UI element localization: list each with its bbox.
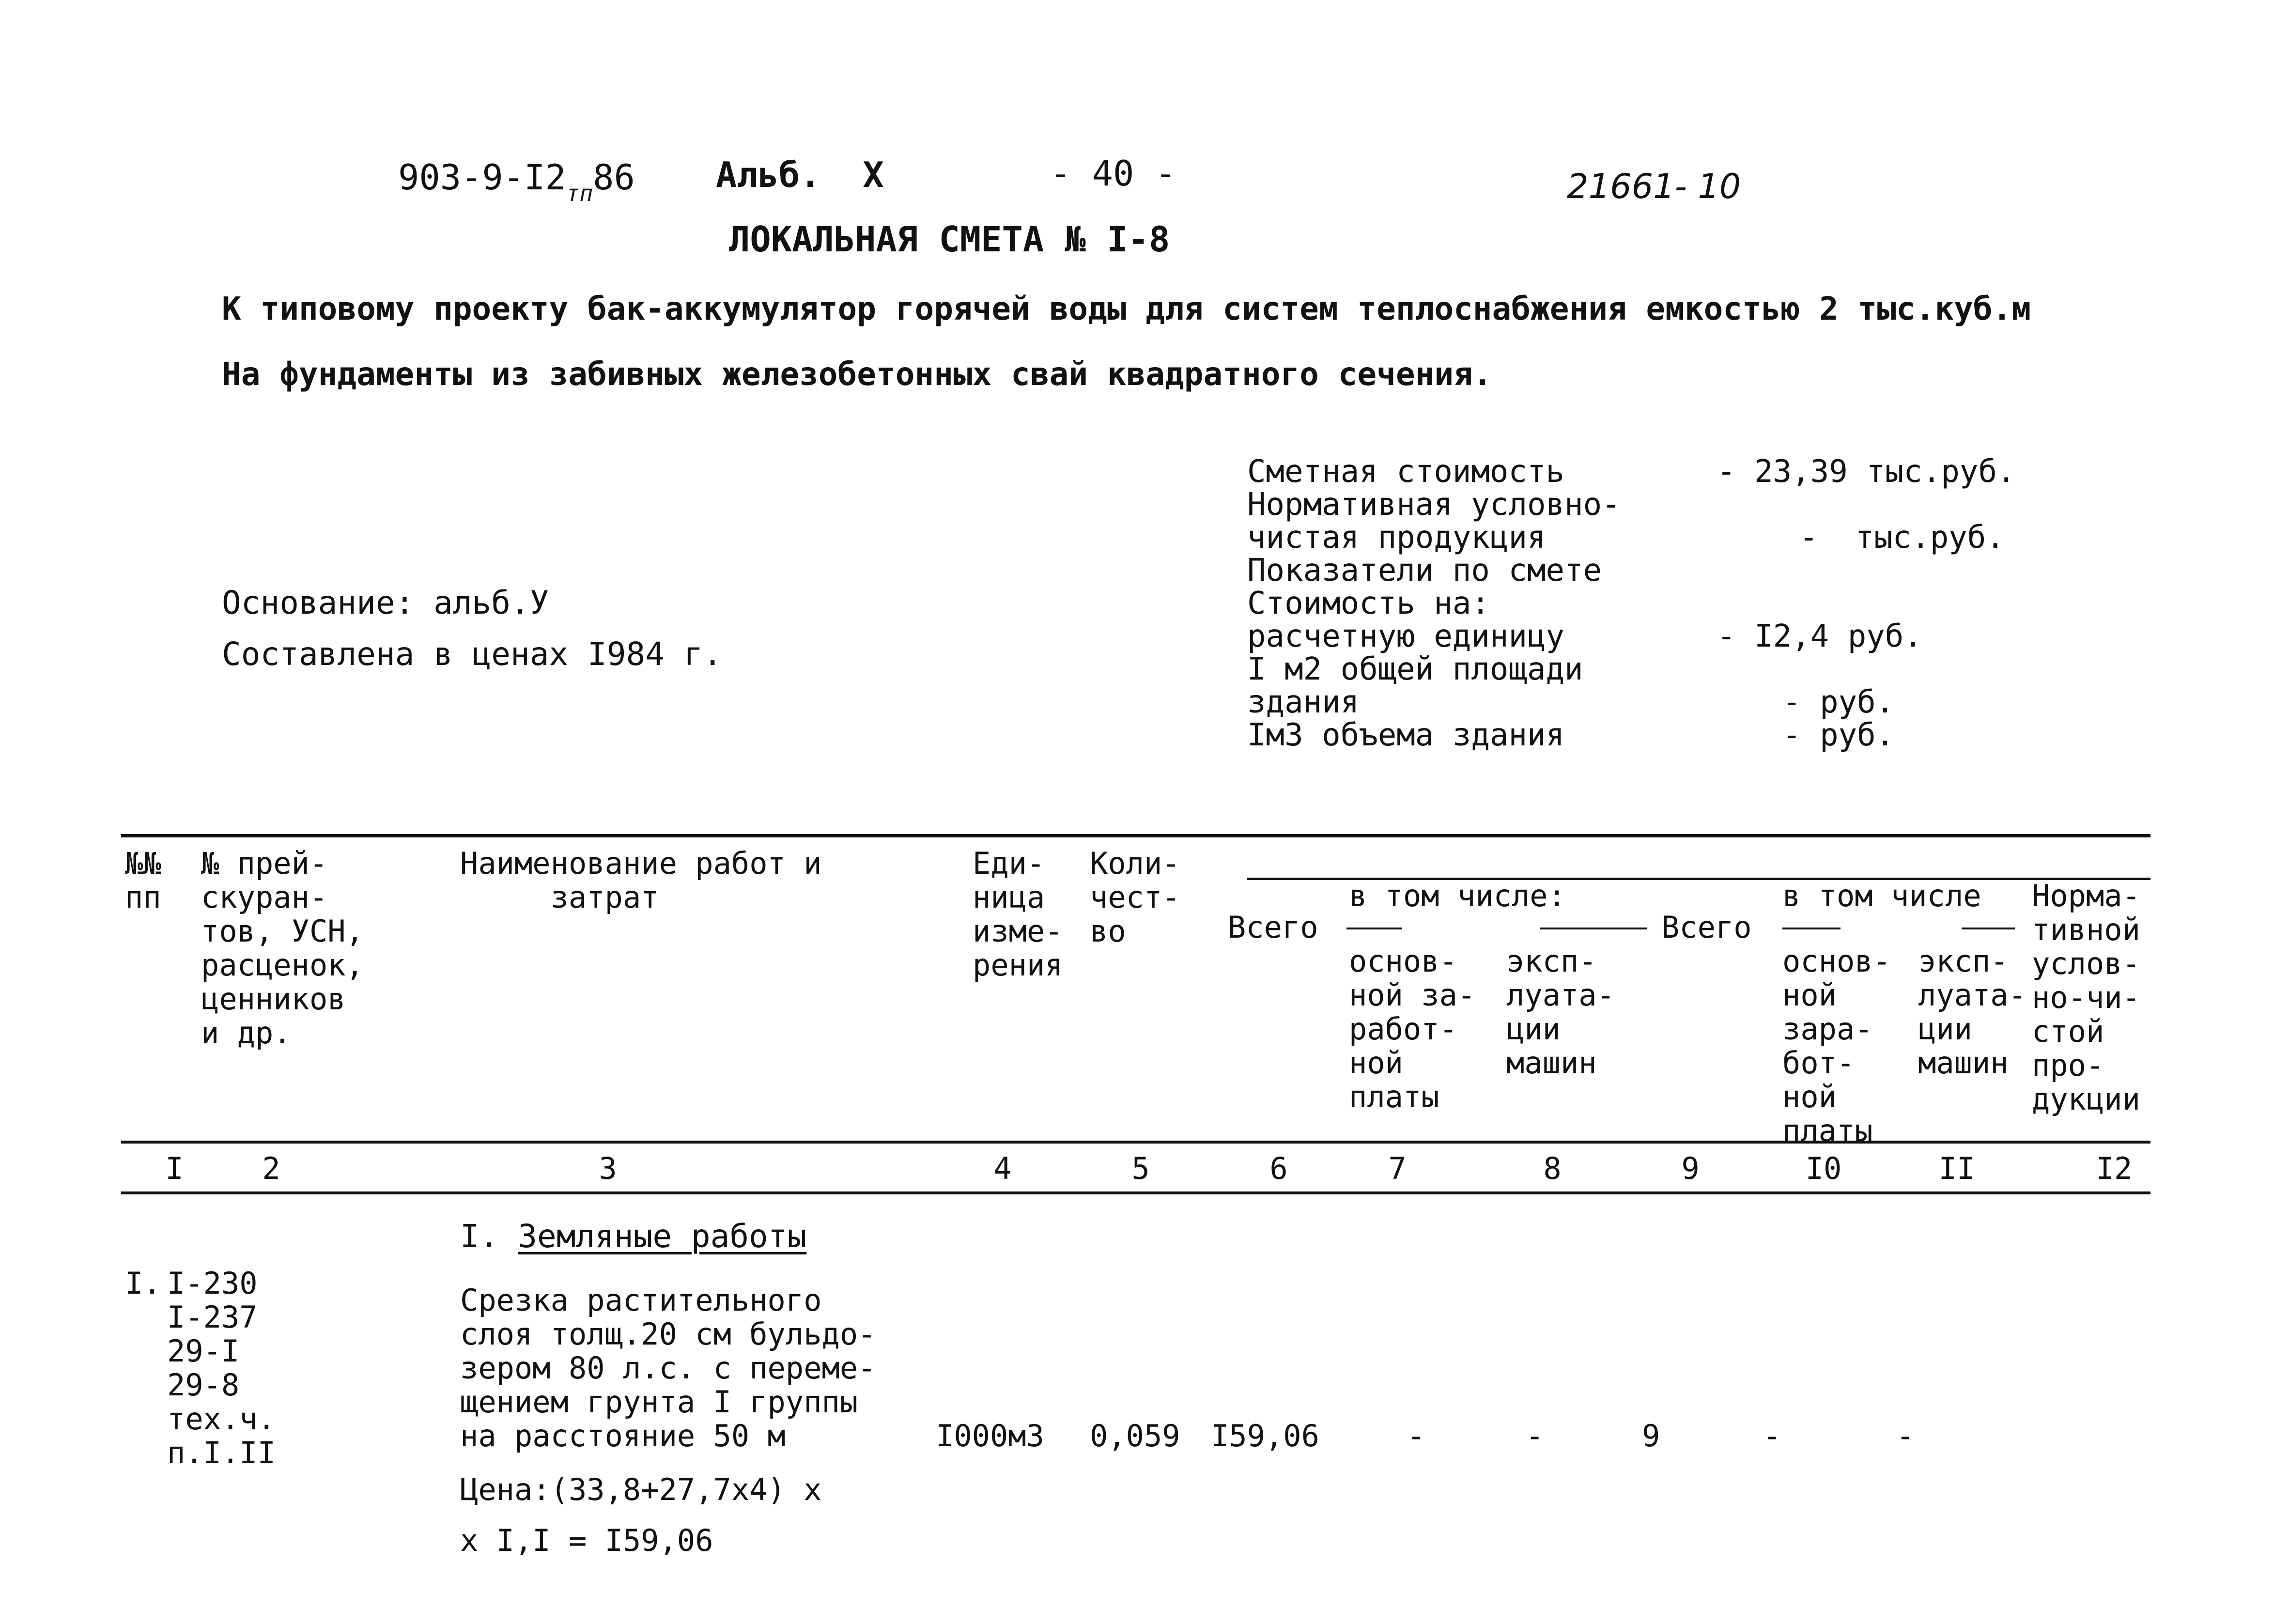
- section-heading: [460, 1218, 807, 1255]
- column-number: II: [1938, 1151, 1975, 1186]
- row-machine-operation: -: [1526, 1418, 1544, 1454]
- column-number: 6: [1269, 1151, 1288, 1186]
- basis-line-1: Основание: альб.У: [222, 584, 549, 621]
- intro-line-1: К типовому проекту бак-аккумулятор горячей воды для систем теплоснабжения емкостью 2 тыс.куб.м: [222, 290, 2031, 327]
- header-col-2: № прей- скуран- тов, УСН, расценок, ценников и др.: [201, 846, 364, 1051]
- column-number: 4: [993, 1151, 1012, 1186]
- group2-dash-left: [1782, 928, 1841, 929]
- page-title: ЛОКАЛЬНАЯ СМЕТА № I-8: [729, 219, 1170, 260]
- column-number: I0: [1805, 1151, 1842, 1186]
- header-col-1: №№ пп: [125, 846, 161, 915]
- section-number: I.: [460, 1218, 499, 1255]
- album-label: Альб. Х: [716, 155, 884, 195]
- project-code-year: 86: [593, 157, 635, 198]
- summary-value-net-product: - тыс.руб.: [1799, 520, 2005, 556]
- group1-dash-right: [1540, 928, 1647, 929]
- page-number: - 40 -: [1050, 153, 1176, 194]
- header-col-4: Еди- ница изме- рения: [973, 846, 1063, 983]
- header-col-5: Коли- чест- во: [1090, 846, 1180, 949]
- row-total: I59,06: [1211, 1418, 1319, 1454]
- header-col-9: Всего: [1661, 910, 1752, 945]
- column-number: 3: [599, 1151, 617, 1186]
- column-number: I: [165, 1151, 184, 1186]
- intro-line-2: На фундаменты из забивных железобетонных свай квадратного сечения.: [222, 356, 1492, 393]
- summary-label: Сметная стоимость: [1247, 454, 1565, 490]
- column-number: 5: [1131, 1151, 1150, 1186]
- project-code: [398, 157, 635, 206]
- header-col-10: основ- ной зара- бот- ной платы: [1782, 943, 1891, 1148]
- column-number: I2: [2096, 1151, 2133, 1186]
- group2-title: в том числе: [1782, 878, 1981, 913]
- header-col-11: эксп- луата- ции машин: [1918, 943, 2026, 1081]
- row-index: I.: [125, 1266, 161, 1301]
- summary-label: чистая продукция: [1247, 520, 1546, 556]
- summary-value-estimated-cost: - 23,39 тыс.руб.: [1717, 454, 2016, 490]
- summary-label: IмЗ объема здания: [1247, 717, 1565, 753]
- row-description: Срезка растительного слоя толщ.20 см бульдо- зером 80 л.с. с переме- щением грунта I группы на расстояние 50 м: [460, 1283, 876, 1454]
- summary-label: здания: [1247, 684, 1360, 720]
- column-number: 7: [1388, 1151, 1407, 1186]
- basis-line-2: Составлена в ценах I984 г.: [222, 635, 723, 673]
- header-col-3: Наименование работ и затрат: [460, 846, 822, 915]
- header-col-12: Норма- тивной услов- но-чи- стой про- дукции: [2032, 878, 2140, 1117]
- column-numbers-rule: [121, 1191, 2150, 1194]
- summary-label: Показатели по смете: [1247, 553, 1602, 588]
- project-code-sub: тп: [566, 180, 593, 206]
- project-code-main: 903-9-I2: [398, 157, 566, 198]
- group1-title: в том числе:: [1349, 878, 1566, 913]
- group1-dash-left: [1346, 928, 1402, 929]
- summary-label: Нормативная условно-: [1247, 487, 1621, 523]
- column-number: 2: [262, 1151, 280, 1186]
- column-number: 9: [1681, 1151, 1700, 1186]
- row-basic-wage: -: [1407, 1418, 1425, 1454]
- summary-value-unit-cost: - I2,4 руб.: [1717, 619, 1922, 654]
- row-unit: I000мЗ: [936, 1418, 1044, 1454]
- row-quantity: 0,059: [1090, 1418, 1180, 1454]
- row-basic-wage-2: -: [1763, 1418, 1781, 1454]
- row-machine-operation-2: -: [1896, 1418, 1915, 1454]
- summary-label: расчетную единицу: [1247, 619, 1565, 654]
- summary-label: I м2 общей площади: [1247, 651, 1583, 687]
- summary-label: Стоимость на:: [1247, 586, 1490, 621]
- header-col-6: Всего: [1228, 910, 1318, 945]
- header-col-8: эксп- луата- ции машин: [1506, 943, 1615, 1081]
- row-codes: I-230 I-237 29-I 29-8 тех.ч. п.I.II: [167, 1266, 276, 1470]
- summary-value-per-m2: - руб.: [1782, 684, 1895, 720]
- column-number: 8: [1543, 1151, 1562, 1186]
- row-total-2: 9: [1642, 1418, 1660, 1454]
- section-title: Земляные работы: [518, 1218, 807, 1255]
- group2-dash-right: [1962, 928, 2015, 929]
- handwritten-number: 21661- 10: [1567, 167, 1741, 206]
- summary-value-per-m3: - руб.: [1782, 717, 1895, 753]
- row-price-calc: Цена:(33,8+27,7х4) х х I,I = I59,06: [460, 1472, 822, 1558]
- table-top-rule: [121, 834, 2150, 837]
- header-col-7: основ- ной за- работ- ной платы: [1349, 943, 1476, 1114]
